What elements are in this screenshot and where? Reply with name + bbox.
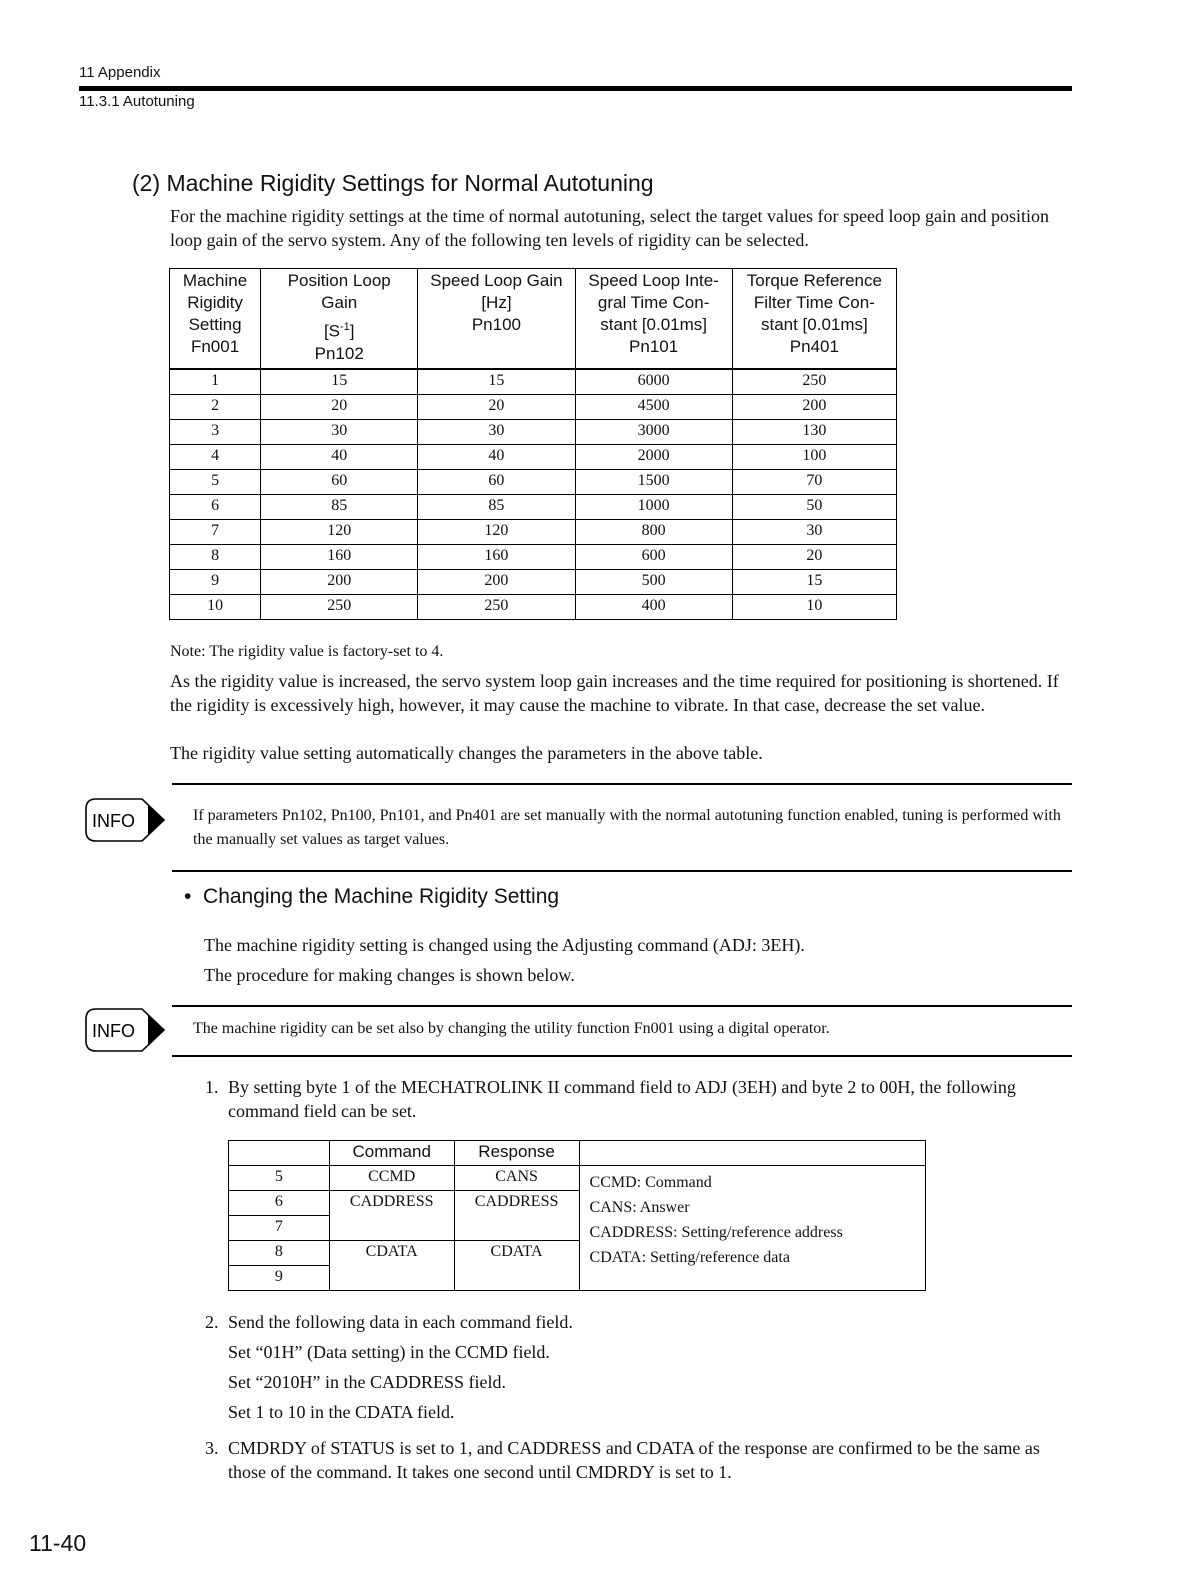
byte-number: 8	[229, 1241, 330, 1266]
table-cell: 8	[170, 544, 261, 569]
table-cell: 160	[418, 544, 575, 569]
legend-cell	[579, 1166, 925, 1291]
table-row	[170, 444, 897, 469]
table-cell: 30	[261, 419, 418, 444]
info-rule-top-2	[172, 1005, 1072, 1007]
header-rule	[79, 86, 1072, 91]
table-cell: 500	[575, 569, 732, 594]
table-cell: 130	[732, 419, 896, 444]
table-row	[170, 594, 897, 619]
legend-cdata: CDATA: Setting/reference data	[589, 1249, 790, 1266]
table-row	[170, 394, 897, 419]
info-text-2: The machine rigidity can be set also by changing the utility function Fn001 using a digital operator.	[193, 1020, 830, 1037]
header-command: Command	[329, 1141, 454, 1166]
info-icon	[84, 797, 166, 843]
command-table	[228, 1140, 926, 1291]
cell-cdata-response: CDATA	[454, 1241, 579, 1291]
table-cell: 5	[170, 469, 261, 494]
note: Note: The rigidity value is factory-set to 4.	[170, 643, 444, 660]
table-row	[170, 544, 897, 569]
step-sub-line: Set “01H” (Data setting) in the CCMD field.	[228, 1342, 550, 1362]
table-cell: 160	[261, 544, 418, 569]
step-number: 2.	[205, 1312, 219, 1332]
table-cell: 60	[261, 469, 418, 494]
byte-number: 5	[229, 1166, 330, 1191]
table-row	[170, 519, 897, 544]
step-number: 3.	[205, 1438, 219, 1458]
table-cell: 15	[261, 369, 418, 395]
table-cell: 60	[418, 469, 575, 494]
intro-paragraph: For the machine rigidity settings at the time of normal autotuning, select the target values for speed loop gain and position loop gain of the servo system. Any of the following ten levels of rigidity can be selected.	[170, 206, 1049, 250]
bullet-line-2: The procedure for making changes is shown below.	[204, 965, 575, 985]
column-header-speed-loop-gain: Speed Loop Gain [Hz] Pn100	[418, 269, 575, 369]
cell-caddress-command: CADDRESS	[329, 1191, 454, 1241]
table-cell: 70	[732, 469, 896, 494]
table-cell: 100	[732, 444, 896, 469]
rigidity-table-header	[170, 269, 897, 369]
bullet-heading-text: Changing the Machine Rigidity Setting	[203, 885, 560, 908]
table-cell: 1500	[575, 469, 732, 494]
table-cell: 3	[170, 419, 261, 444]
explanation-paragraph: As the rigidity value is increased, the servo system loop gain increases and the time required for positioning is shortened. If the rigidity is excessively high, however, it may cause the machine to vibrate. In that case, decrease the set value.	[170, 671, 1059, 715]
bullet-heading	[184, 885, 559, 909]
cell-caddress-response: CADDRESS	[454, 1191, 579, 1241]
table-cell: 2	[170, 394, 261, 419]
table-cell: 15	[732, 569, 896, 594]
table-cell: 20	[418, 394, 575, 419]
table-cell: 6000	[575, 369, 732, 395]
header-response: Response	[454, 1141, 579, 1166]
cell-cans: CANS	[454, 1166, 579, 1191]
chapter-header: 11 Appendix	[79, 64, 161, 81]
header-legend-cell	[579, 1141, 925, 1166]
table-row	[170, 369, 897, 395]
step-1	[205, 1075, 1080, 1123]
table-cell: 40	[418, 444, 575, 469]
table-cell: 250	[732, 369, 896, 395]
byte-number: 6	[229, 1191, 330, 1216]
table-cell: 200	[261, 569, 418, 594]
info-icon-label-2: INFO	[92, 1021, 135, 1041]
column-header-position-loop-gain: Position Loop Gain $[S^{-1}]$ Pn102	[261, 269, 418, 369]
step-sub-line: Set “2010H” in the CADDRESS field.	[228, 1372, 506, 1392]
table-cell: 10	[732, 594, 896, 619]
table-cell: 85	[418, 494, 575, 519]
table-cell: 400	[575, 594, 732, 619]
step-text: Send the following data in each command field.	[228, 1312, 573, 1332]
column-header-rigidity: Machine Rigidity Setting Fn001	[170, 269, 261, 369]
table-cell: 40	[261, 444, 418, 469]
bullet-symbol: •	[184, 885, 192, 908]
byte-number: 7	[229, 1216, 330, 1241]
table-cell: 250	[261, 594, 418, 619]
step-sub-line: Set 1 to 10 in the CDATA field.	[228, 1402, 455, 1422]
byte-number: 9	[229, 1266, 330, 1291]
table-cell: 1000	[575, 494, 732, 519]
step-3	[205, 1436, 1080, 1484]
table-cell: 50	[732, 494, 896, 519]
command-table-header	[229, 1141, 926, 1166]
section-header: 11.3.1 Autotuning	[79, 93, 195, 110]
table-cell: 3000	[575, 419, 732, 444]
table-cell: 20	[732, 544, 896, 569]
table-cell: 10	[170, 594, 261, 619]
column-header-torque-filter: Torque Reference Filter Time Con- stant [0.01ms] Pn401	[732, 269, 896, 369]
explanation-paragraph-2: The rigidity value setting automatically changes the parameters in the above table.	[170, 743, 763, 763]
table-cell: 200	[418, 569, 575, 594]
table-cell: 20	[261, 394, 418, 419]
info-rule-bottom-2	[172, 1055, 1072, 1057]
table-cell: 800	[575, 519, 732, 544]
table-row	[170, 569, 897, 594]
cell-cdata-command: CDATA	[329, 1241, 454, 1291]
table-cell: 7	[170, 519, 261, 544]
info-rule-top	[172, 783, 1072, 785]
table-cell: 2000	[575, 444, 732, 469]
table-cell: 6	[170, 494, 261, 519]
table-cell: 120	[261, 519, 418, 544]
table-row	[170, 494, 897, 519]
page-number: 11-40	[29, 1530, 87, 1556]
legend-cans: CANS: Answer	[589, 1199, 690, 1216]
header-byte-cell	[229, 1141, 330, 1166]
info-text: If parameters Pn102, Pn100, Pn101, and Pn401 are set manually with the normal autotuning function enabled, tuning is performed with the manually set values as target values.	[193, 807, 1061, 848]
rigidity-table	[169, 268, 897, 620]
legend-ccmd: CCMD: Command	[589, 1174, 712, 1191]
step-text: By setting byte 1 of the MECHATROLINK II command field to ADJ (3EH) and byte 2 to 00H, the following command field can be set.	[228, 1077, 1016, 1121]
cell-ccmd: CCMD	[329, 1166, 454, 1191]
section-heading: (2) Machine Rigidity Settings for Normal Autotuning	[132, 170, 654, 196]
table-row	[170, 419, 897, 444]
table-cell: 9	[170, 569, 261, 594]
legend-caddress: CADDRESS: Setting/reference address	[589, 1224, 843, 1241]
bullet-line-1: The machine rigidity setting is changed using the Adjusting command (ADJ: 3EH).	[204, 935, 805, 955]
info-rule-bottom	[172, 870, 1072, 872]
table-cell: 4	[170, 444, 261, 469]
table-cell: 15	[418, 369, 575, 395]
column-header-speed-loop-integral: Speed Loop Inte- gral Time Con- stant [0.01ms] Pn101	[575, 269, 732, 369]
table-cell: 30	[732, 519, 896, 544]
table-cell: 200	[732, 394, 896, 419]
table-cell: 1	[170, 369, 261, 395]
table-cell: 120	[418, 519, 575, 544]
step-2	[205, 1310, 1080, 1424]
info-icon-label: INFO	[92, 811, 135, 831]
table-cell: 30	[418, 419, 575, 444]
step-number: 1.	[205, 1077, 219, 1097]
table-cell: 85	[261, 494, 418, 519]
table-row	[170, 469, 897, 494]
table-cell: 250	[418, 594, 575, 619]
table-row	[229, 1166, 926, 1191]
info-icon-2	[84, 1007, 166, 1053]
table-cell: 4500	[575, 394, 732, 419]
table-cell: 600	[575, 544, 732, 569]
step-text: CMDRDY of STATUS is set to 1, and CADDRESS and CDATA of the response are confirmed to be the same as those of the command. It takes one second until CMDRDY is set to 1.	[228, 1438, 1040, 1482]
